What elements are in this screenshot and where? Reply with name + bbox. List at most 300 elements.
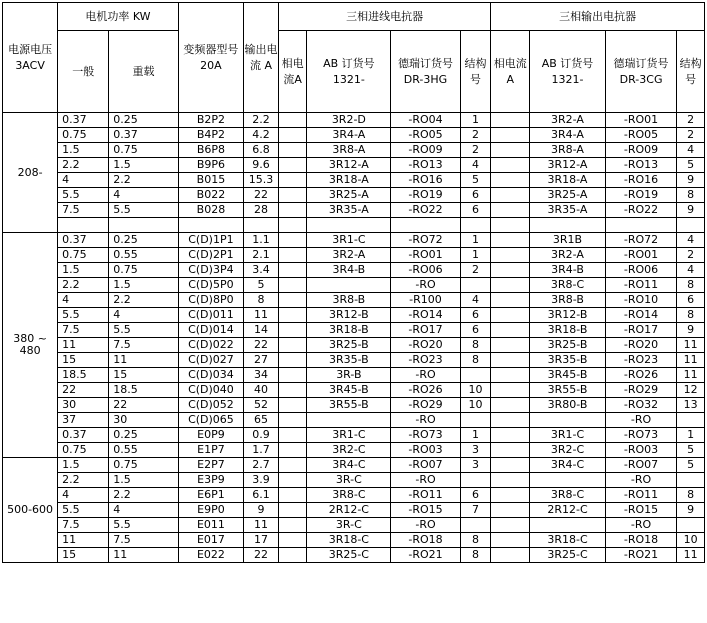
dr-out-cell: -RO01: [605, 113, 677, 128]
heavy-power-cell: 4: [109, 188, 178, 203]
inverter-model-cell: C(D)027: [178, 353, 243, 368]
dr-out-cell: -RO10: [605, 293, 677, 308]
normal-power-cell: 7.5: [58, 323, 109, 338]
ab-in-cell: 3R1-C: [307, 428, 391, 443]
inverter-model-cell: E3P9: [178, 473, 243, 488]
phase-current-out-cell: [491, 428, 530, 443]
phase-current-out-cell: [491, 308, 530, 323]
output-current-cell: 1.7: [244, 443, 279, 458]
struct-in-cell: 2: [460, 263, 491, 278]
dr-out-cell: -RO07: [605, 458, 677, 473]
phase-current-out-cell: [491, 503, 530, 518]
output-current-cell: 0.9: [244, 428, 279, 443]
normal-power-cell: 37: [58, 413, 109, 428]
phase-current-in-cell: [278, 383, 307, 398]
dr-in-cell: -RO: [391, 413, 460, 428]
ab-in-cell: 3R2-D: [307, 113, 391, 128]
table-row: [3, 338, 705, 353]
struct-in-cell: 3: [460, 443, 491, 458]
phase-current-out-cell: [491, 368, 530, 383]
dr-in-cell: -RO26: [391, 383, 460, 398]
struct-out-cell: 11: [677, 353, 705, 368]
dr-out-cell: -RO72: [605, 233, 677, 248]
output-current-cell: 17: [244, 533, 279, 548]
ab-out-cell: 3R25-B: [530, 338, 606, 353]
struct-in-cell: 5: [460, 173, 491, 188]
dr-out-cell: -RO18: [605, 533, 677, 548]
struct-in-cell: 1: [460, 248, 491, 263]
heavy-power-cell: 1.5: [109, 278, 178, 293]
inverter-model-cell: [178, 218, 243, 233]
table-row: [3, 113, 705, 128]
struct-in-cell: 8: [460, 548, 491, 563]
output-current-cell: 11: [244, 308, 279, 323]
ab-in-cell: 3R-B: [307, 368, 391, 383]
heavy-power-cell: 0.75: [109, 263, 178, 278]
ab-in-cell: 3R-C: [307, 518, 391, 533]
ab-out-cell: 3R18-B: [530, 323, 606, 338]
table-row: [3, 443, 705, 458]
table-row: [3, 503, 705, 518]
table-row: [3, 278, 705, 293]
struct-in-cell: 1: [460, 233, 491, 248]
phase-current-in-cell: [278, 203, 307, 218]
inverter-model-cell: B2P2: [178, 113, 243, 128]
ab-out-cell: 2R12-C: [530, 503, 606, 518]
heavy-power-cell: 0.25: [109, 233, 178, 248]
inverter-model-cell: C(D)065: [178, 413, 243, 428]
struct-out-cell: 5: [677, 458, 705, 473]
dr-out-cell: -RO32: [605, 398, 677, 413]
ab-in-cell: 3R12-A: [307, 158, 391, 173]
struct-in-cell: [460, 368, 491, 383]
struct-in-cell: 8: [460, 533, 491, 548]
dr-in-cell: -RO01: [391, 248, 460, 263]
ab-out-cell: 3R25-C: [530, 548, 606, 563]
struct-in-cell: 6: [460, 488, 491, 503]
dr-out-cell: -RO01: [605, 248, 677, 263]
phase-current-in-cell: [278, 218, 307, 233]
heavy-power-cell: 5.5: [109, 203, 178, 218]
dr-out-cell: -RO03: [605, 443, 677, 458]
struct-out-cell: 2: [677, 248, 705, 263]
struct-in-cell: 1: [460, 113, 491, 128]
dr-out-cell: -RO17: [605, 323, 677, 338]
normal-power-cell: 7.5: [58, 518, 109, 533]
inverter-model-cell: C(D)5P0: [178, 278, 243, 293]
struct-in-cell: 2: [460, 128, 491, 143]
normal-power-cell: 1.5: [58, 263, 109, 278]
struct-out-cell: 9: [677, 503, 705, 518]
header-phase-current-in: 相电流A: [278, 31, 307, 113]
header-inverter-model: 变频器型号 20A: [178, 3, 243, 113]
ab-in-cell: 3R18-B: [307, 323, 391, 338]
phase-current-out-cell: [491, 278, 530, 293]
normal-power-cell: 15: [58, 353, 109, 368]
struct-in-cell: 10: [460, 383, 491, 398]
struct-in-cell: 10: [460, 398, 491, 413]
ab-in-cell: 3R2-A: [307, 248, 391, 263]
phase-current-out-cell: [491, 263, 530, 278]
struct-in-cell: 6: [460, 323, 491, 338]
phase-current-in-cell: [278, 413, 307, 428]
dr-out-cell: -RO05: [605, 128, 677, 143]
struct-out-cell: 9: [677, 203, 705, 218]
normal-power-cell: 11: [58, 533, 109, 548]
normal-power-cell: 7.5: [58, 203, 109, 218]
dr-in-cell: -RO14: [391, 308, 460, 323]
output-current-cell: 2.1: [244, 248, 279, 263]
struct-out-cell: 11: [677, 338, 705, 353]
output-current-cell: 22: [244, 338, 279, 353]
inverter-model-cell: B6P8: [178, 143, 243, 158]
phase-current-in-cell: [278, 308, 307, 323]
phase-current-out-cell: [491, 458, 530, 473]
inverter-model-cell: B015: [178, 173, 243, 188]
ab-out-cell: 3R80-B: [530, 398, 606, 413]
struct-out-cell: 11: [677, 368, 705, 383]
phase-current-in-cell: [278, 338, 307, 353]
phase-current-out-cell: [491, 443, 530, 458]
dr-in-cell: -RO03: [391, 443, 460, 458]
table-row: [3, 533, 705, 548]
table-row: [3, 398, 705, 413]
struct-in-cell: 4: [460, 293, 491, 308]
inverter-model-cell: E9P0: [178, 503, 243, 518]
output-current-cell: 6.1: [244, 488, 279, 503]
table-row: [3, 323, 705, 338]
header-output-reactor: 三相输出电抗器: [491, 3, 705, 31]
struct-out-cell: 1: [677, 428, 705, 443]
phase-current-in-cell: [278, 518, 307, 533]
heavy-power-cell: 0.25: [109, 113, 178, 128]
phase-current-in-cell: [278, 398, 307, 413]
struct-in-cell: [460, 473, 491, 488]
phase-current-out-cell: [491, 323, 530, 338]
phase-current-out-cell: [491, 203, 530, 218]
struct-out-cell: 8: [677, 488, 705, 503]
struct-in-cell: [460, 518, 491, 533]
output-current-cell: 34: [244, 368, 279, 383]
dr-in-cell: -RO05: [391, 128, 460, 143]
heavy-power-cell: 0.25: [109, 428, 178, 443]
table-row: [3, 173, 705, 188]
phase-current-out-cell: [491, 473, 530, 488]
heavy-power-cell: 5.5: [109, 518, 178, 533]
inverter-model-cell: E017: [178, 533, 243, 548]
output-current-cell: 9.6: [244, 158, 279, 173]
struct-in-cell: 1: [460, 428, 491, 443]
dr-in-cell: -RO23: [391, 353, 460, 368]
struct-in-cell: [460, 278, 491, 293]
heavy-power-cell: 2.2: [109, 488, 178, 503]
struct-out-cell: [677, 413, 705, 428]
ab-out-cell: 3R8-B: [530, 293, 606, 308]
struct-out-cell: 10: [677, 533, 705, 548]
normal-power-cell: 15: [58, 548, 109, 563]
normal-power-cell: 22: [58, 383, 109, 398]
ab-in-cell: 3R18-C: [307, 533, 391, 548]
heavy-power-cell: 7.5: [109, 338, 178, 353]
output-current-cell: 2.2: [244, 113, 279, 128]
heavy-power-cell: 4: [109, 308, 178, 323]
phase-current-in-cell: [278, 323, 307, 338]
ab-in-cell: 3R35-A: [307, 203, 391, 218]
inverter-model-cell: E1P7: [178, 443, 243, 458]
inverter-model-cell: C(D)022: [178, 338, 243, 353]
output-current-cell: 11: [244, 518, 279, 533]
phase-current-in-cell: [278, 368, 307, 383]
table-row: [3, 458, 705, 473]
dr-in-cell: -RO16: [391, 173, 460, 188]
struct-in-cell: [460, 218, 491, 233]
normal-power-cell: 1.5: [58, 143, 109, 158]
ab-out-cell: 3R4-A: [530, 128, 606, 143]
dr-out-cell: -RO16: [605, 173, 677, 188]
ab-in-cell: 3R8-A: [307, 143, 391, 158]
dr-out-cell: -RO22: [605, 203, 677, 218]
ab-out-cell: 3R2-A: [530, 113, 606, 128]
heavy-power-cell: 4: [109, 503, 178, 518]
ab-in-cell: 3R45-B: [307, 383, 391, 398]
ab-out-cell: 3R35-A: [530, 203, 606, 218]
table-row: [3, 233, 705, 248]
phase-current-in-cell: [278, 293, 307, 308]
header-normal: 一般: [58, 31, 109, 113]
output-current-cell: 27: [244, 353, 279, 368]
ab-out-cell: 3R35-B: [530, 353, 606, 368]
ab-out-cell: 3R4-C: [530, 458, 606, 473]
dr-in-cell: -RO: [391, 473, 460, 488]
table-row: [3, 473, 705, 488]
heavy-power-cell: 2.2: [109, 173, 178, 188]
output-current-cell: 40: [244, 383, 279, 398]
dr-out-cell: -RO21: [605, 548, 677, 563]
struct-in-cell: 6: [460, 308, 491, 323]
output-current-cell: 65: [244, 413, 279, 428]
phase-current-in-cell: [278, 188, 307, 203]
ab-in-cell: 3R4-A: [307, 128, 391, 143]
phase-current-out-cell: [491, 233, 530, 248]
normal-power-cell: 2.2: [58, 473, 109, 488]
heavy-power-cell: 0.37: [109, 128, 178, 143]
table-body: [3, 113, 705, 563]
inverter-model-cell: B022: [178, 188, 243, 203]
inverter-model-cell: C(D)1P1: [178, 233, 243, 248]
inverter-model-cell: C(D)040: [178, 383, 243, 398]
voltage-group-cell: 380 ~ 480: [3, 233, 58, 458]
ab-out-cell: 3R8-A: [530, 143, 606, 158]
table-row: [3, 218, 705, 233]
dr-in-cell: -RO09: [391, 143, 460, 158]
phase-current-out-cell: [491, 338, 530, 353]
dr-in-cell: -RO: [391, 368, 460, 383]
ab-in-cell: 3R8-B: [307, 293, 391, 308]
table-row: [3, 203, 705, 218]
struct-out-cell: 5: [677, 158, 705, 173]
ab-in-cell: 3R25-C: [307, 548, 391, 563]
output-current-cell: 15.3: [244, 173, 279, 188]
header-motor-power: 电机功率 KW: [58, 3, 179, 31]
inverter-model-cell: E6P1: [178, 488, 243, 503]
header-input-reactor: 三相进线电抗器: [278, 3, 491, 31]
normal-power-cell: 0.37: [58, 113, 109, 128]
phase-current-in-cell: [278, 458, 307, 473]
table-row: [3, 143, 705, 158]
output-current-cell: 6.8: [244, 143, 279, 158]
struct-out-cell: 13: [677, 398, 705, 413]
heavy-power-cell: 5.5: [109, 323, 178, 338]
inverter-model-cell: C(D)052: [178, 398, 243, 413]
dr-in-cell: -RO: [391, 518, 460, 533]
struct-in-cell: [460, 413, 491, 428]
voltage-group-cell: 500-600: [3, 458, 58, 563]
struct-in-cell: 7: [460, 503, 491, 518]
header-output-current: 输出电流 A: [244, 3, 279, 113]
dr-in-cell: -RO04: [391, 113, 460, 128]
ab-out-cell: 3R18-A: [530, 173, 606, 188]
struct-out-cell: 12: [677, 383, 705, 398]
normal-power-cell: 0.37: [58, 428, 109, 443]
output-current-cell: 22: [244, 188, 279, 203]
ab-in-cell: 3R-C: [307, 473, 391, 488]
dr-out-cell: -RO23: [605, 353, 677, 368]
ab-out-cell: [530, 473, 606, 488]
ab-out-cell: 3R12-B: [530, 308, 606, 323]
phase-current-out-cell: [491, 248, 530, 263]
header-struct-out: 结构号: [677, 31, 705, 113]
ab-in-cell: 3R4-C: [307, 458, 391, 473]
dr-in-cell: -RO15: [391, 503, 460, 518]
table-row: [3, 353, 705, 368]
ab-out-cell: 3R8-C: [530, 488, 606, 503]
reactor-selection-table: [2, 2, 705, 563]
struct-in-cell: 6: [460, 203, 491, 218]
normal-power-cell: 30: [58, 398, 109, 413]
heavy-power-cell: 30: [109, 413, 178, 428]
dr-in-cell: -RO22: [391, 203, 460, 218]
header-voltage: 电源电压3ACV: [3, 3, 58, 113]
dr-in-cell: -R100: [391, 293, 460, 308]
output-current-cell: 1.1: [244, 233, 279, 248]
heavy-power-cell: 0.55: [109, 248, 178, 263]
dr-in-cell: -RO72: [391, 233, 460, 248]
dr-in-cell: -RO13: [391, 158, 460, 173]
heavy-power-cell: 11: [109, 548, 178, 563]
phase-current-out-cell: [491, 488, 530, 503]
ab-in-cell: 3R8-C: [307, 488, 391, 503]
dr-out-cell: -RO19: [605, 188, 677, 203]
ab-out-cell: 3R8-C: [530, 278, 606, 293]
phase-current-in-cell: [278, 173, 307, 188]
ab-out-cell: [530, 413, 606, 428]
struct-out-cell: 9: [677, 323, 705, 338]
voltage-group-cell: 208-: [3, 113, 58, 233]
dr-in-cell: -RO06: [391, 263, 460, 278]
struct-out-cell: 4: [677, 263, 705, 278]
dr-out-cell: -RO: [605, 473, 677, 488]
output-current-cell: 2.7: [244, 458, 279, 473]
header-ab-in: AB 订货号 1321-: [307, 31, 391, 113]
table-row: [3, 488, 705, 503]
phase-current-out-cell: [491, 143, 530, 158]
phase-current-in-cell: [278, 158, 307, 173]
inverter-model-cell: C(D)014: [178, 323, 243, 338]
normal-power-cell: 0.75: [58, 443, 109, 458]
phase-current-in-cell: [278, 443, 307, 458]
phase-current-in-cell: [278, 143, 307, 158]
normal-power-cell: 11: [58, 338, 109, 353]
dr-out-cell: -RO73: [605, 428, 677, 443]
phase-current-out-cell: [491, 128, 530, 143]
heavy-power-cell: 1.5: [109, 158, 178, 173]
ab-out-cell: 3R4-B: [530, 263, 606, 278]
phase-current-out-cell: [491, 398, 530, 413]
struct-out-cell: 4: [677, 233, 705, 248]
inverter-model-cell: B9P6: [178, 158, 243, 173]
struct-in-cell: 3: [460, 458, 491, 473]
dr-in-cell: -RO18: [391, 533, 460, 548]
heavy-power-cell: 22: [109, 398, 178, 413]
ab-in-cell: [307, 413, 391, 428]
phase-current-out-cell: [491, 158, 530, 173]
ab-in-cell: 3R35-B: [307, 353, 391, 368]
inverter-model-cell: E011: [178, 518, 243, 533]
table-row: [3, 383, 705, 398]
struct-out-cell: 5: [677, 443, 705, 458]
heavy-power-cell: 11: [109, 353, 178, 368]
ab-in-cell: 2R12-C: [307, 503, 391, 518]
ab-out-cell: [530, 518, 606, 533]
header-struct-in: 结构号: [460, 31, 491, 113]
dr-in-cell: -RO21: [391, 548, 460, 563]
ab-in-cell: 3R55-B: [307, 398, 391, 413]
dr-in-cell: -RO29: [391, 398, 460, 413]
phase-current-out-cell: [491, 293, 530, 308]
table-row: [3, 248, 705, 263]
inverter-model-cell: E0P9: [178, 428, 243, 443]
inverter-model-cell: C(D)034: [178, 368, 243, 383]
struct-out-cell: [677, 218, 705, 233]
phase-current-in-cell: [278, 128, 307, 143]
inverter-model-cell: C(D)8P0: [178, 293, 243, 308]
dr-in-cell: -RO20: [391, 338, 460, 353]
phase-current-out-cell: [491, 533, 530, 548]
struct-in-cell: 2: [460, 143, 491, 158]
ab-in-cell: 3R25-B: [307, 338, 391, 353]
normal-power-cell: 4: [58, 173, 109, 188]
output-current-cell: 28: [244, 203, 279, 218]
inverter-model-cell: C(D)2P1: [178, 248, 243, 263]
dr-out-cell: -RO29: [605, 383, 677, 398]
normal-power-cell: 4: [58, 488, 109, 503]
phase-current-in-cell: [278, 278, 307, 293]
dr-in-cell: -RO07: [391, 458, 460, 473]
phase-current-in-cell: [278, 248, 307, 263]
dr-out-cell: -RO20: [605, 338, 677, 353]
output-current-cell: 4.2: [244, 128, 279, 143]
phase-current-in-cell: [278, 533, 307, 548]
header-dr-out: 德瑞订货号 DR-3CG: [605, 31, 677, 113]
output-current-cell: 8: [244, 293, 279, 308]
struct-out-cell: [677, 473, 705, 488]
dr-out-cell: -RO06: [605, 263, 677, 278]
ab-out-cell: 3R45-B: [530, 368, 606, 383]
dr-out-cell: [605, 218, 677, 233]
normal-power-cell: 2.2: [58, 278, 109, 293]
output-current-cell: 5: [244, 278, 279, 293]
header-phase-current-out: 相电流A: [491, 31, 530, 113]
